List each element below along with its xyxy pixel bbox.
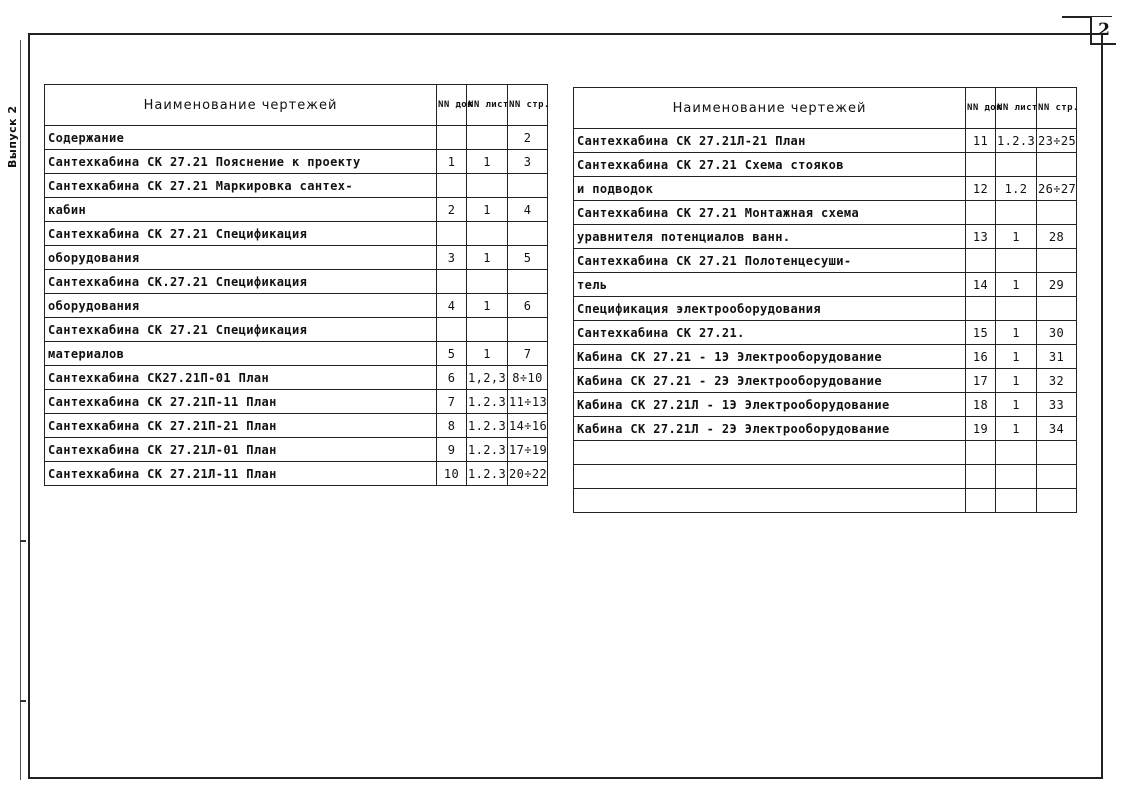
table-row <box>45 294 548 318</box>
table-row <box>574 153 1077 177</box>
doc-number-cell <box>966 441 996 465</box>
sheet-number-cell <box>467 174 508 198</box>
sheet-number-cell: 1 <box>996 393 1037 417</box>
drawing-name-cell: Сантехкабина СК 27.21П-21 План <box>45 414 437 438</box>
drawing-name-cell: Сантехкабина СК 27.21 Маркировка сантех- <box>45 174 437 198</box>
sheet-column-header: NN лист <box>996 88 1037 129</box>
sheet-number-cell <box>996 297 1037 321</box>
margin-tick <box>20 540 26 542</box>
drawing-name-cell <box>574 441 966 465</box>
doc-number-cell <box>437 174 467 198</box>
doc-number-cell: 1 <box>437 150 467 174</box>
doc-number-cell: 10 <box>437 462 467 486</box>
table-row <box>574 489 1077 513</box>
table-row <box>574 297 1077 321</box>
drawing-name-cell: оборудования <box>45 294 437 318</box>
page-number-cell: 23÷25 <box>1037 129 1077 153</box>
table-row <box>574 321 1077 345</box>
table-row <box>45 222 548 246</box>
table-row <box>574 393 1077 417</box>
table-row <box>45 342 548 366</box>
drawing-name-cell: Сантехкабина СК 27.21 Пояснение к проекту <box>45 150 437 174</box>
table-row <box>45 126 548 150</box>
sheet-column-header: NN лист <box>467 85 508 126</box>
page-number-cell: 6 <box>508 294 548 318</box>
sheet-number-cell <box>996 465 1037 489</box>
doc-number-cell: 14 <box>966 273 996 297</box>
page-number: 2 <box>1090 17 1116 45</box>
sheet-number-cell: 1 <box>467 150 508 174</box>
table-row <box>45 150 548 174</box>
page-number-cell <box>1037 465 1077 489</box>
sheet-number-cell: 1 <box>996 417 1037 441</box>
table-row <box>45 438 548 462</box>
page-number-cell: 7 <box>508 342 548 366</box>
sheet-number-cell: 1 <box>467 198 508 222</box>
drawing-name-cell <box>574 465 966 489</box>
page-number-cell <box>1037 297 1077 321</box>
drawing-name-cell: Содержание <box>45 126 437 150</box>
drawing-name-cell: и подводок <box>574 177 966 201</box>
sheet-number-cell <box>996 153 1037 177</box>
page-number-cell: 8÷10 <box>508 366 548 390</box>
drawing-name-cell: Сантехкабина СК 27.21 Схема стояков <box>574 153 966 177</box>
page-number-cell: 32 <box>1037 369 1077 393</box>
doc-column-header: NN док <box>966 88 996 129</box>
page-number-cell: 34 <box>1037 417 1077 441</box>
page-number-cell <box>1037 153 1077 177</box>
page-number-cell <box>1037 201 1077 225</box>
drawing-name-cell: Сантехкабина СК 27.21П-11 План <box>45 390 437 414</box>
doc-number-cell <box>966 489 996 513</box>
doc-number-cell: 12 <box>966 177 996 201</box>
page-number-cell: 20÷22 <box>508 462 548 486</box>
doc-number-cell: 2 <box>437 198 467 222</box>
doc-number-cell <box>966 153 996 177</box>
doc-number-cell: 5 <box>437 342 467 366</box>
sheet-number-cell <box>467 318 508 342</box>
drawing-name-cell: кабин <box>45 198 437 222</box>
left-table-body <box>45 126 548 486</box>
sheet-number-cell: 1 <box>467 246 508 270</box>
table-row <box>574 345 1077 369</box>
table-row <box>574 177 1077 201</box>
drawing-name-cell: Сантехкабина СК 27.21Л-11 План <box>45 462 437 486</box>
doc-number-cell: 16 <box>966 345 996 369</box>
table-row <box>45 390 548 414</box>
sheet-number-cell <box>467 126 508 150</box>
sheet-number-cell: 1 <box>996 321 1037 345</box>
page-number-cell <box>508 174 548 198</box>
sheet-number-cell: 1 <box>467 294 508 318</box>
drawing-name-cell: оборудования <box>45 246 437 270</box>
page-number-cell: 29 <box>1037 273 1077 297</box>
page-number-cell: 33 <box>1037 393 1077 417</box>
doc-number-cell <box>437 270 467 294</box>
drawing-name-cell: тель <box>574 273 966 297</box>
page-number-cell <box>1037 249 1077 273</box>
sheet-number-cell <box>996 489 1037 513</box>
sheet-number-cell: 1 <box>996 225 1037 249</box>
page-number-cell: 31 <box>1037 345 1077 369</box>
page-column-header: NN стр. <box>1037 88 1077 129</box>
name-column-header: Наименование чертежей <box>574 88 966 129</box>
doc-number-cell: 15 <box>966 321 996 345</box>
sheet-number-cell <box>467 270 508 294</box>
drawing-name-cell: Сантехкабина СК 27.21Л-01 План <box>45 438 437 462</box>
table-row <box>45 366 548 390</box>
sheet-number-cell <box>996 249 1037 273</box>
sheet-number-cell: 1 <box>996 273 1037 297</box>
sheet-number-cell: 1.2.3 <box>467 414 508 438</box>
drawing-name-cell: Сантехкабина СК 27.21 Спецификация <box>45 222 437 246</box>
table-row <box>574 273 1077 297</box>
table-header-row <box>45 85 548 126</box>
doc-number-cell: 19 <box>966 417 996 441</box>
doc-number-cell: 6 <box>437 366 467 390</box>
drawing-name-cell: Спецификация электрооборудования <box>574 297 966 321</box>
doc-number-cell <box>437 126 467 150</box>
table-row <box>574 249 1077 273</box>
page-number-cell: 14÷16 <box>508 414 548 438</box>
drawing-name-cell: Сантехкабина СК27.21П-01 План <box>45 366 437 390</box>
sheet-number-cell: 1.2.3 <box>467 462 508 486</box>
table-row <box>574 129 1077 153</box>
doc-number-cell <box>966 297 996 321</box>
drawing-name-cell: Кабина СК 27.21Л - 2Э Электрооборудование <box>574 417 966 441</box>
page-number-cell: 30 <box>1037 321 1077 345</box>
page-number-cell <box>1037 489 1077 513</box>
table-row <box>574 369 1077 393</box>
page-column-header: NN стр. <box>508 85 548 126</box>
page-number-cell <box>508 270 548 294</box>
drawing-name-cell: материалов <box>45 342 437 366</box>
drawing-name-cell: Сантехкабина СК 27.21Л-21 План <box>574 129 966 153</box>
table-row <box>45 174 548 198</box>
right-table-body <box>574 129 1077 513</box>
doc-number-cell <box>966 249 996 273</box>
drawing-name-cell: Сантехкабина СК.27.21 Спецификация <box>45 270 437 294</box>
sheet-number-cell: 1 <box>996 345 1037 369</box>
contents-table-right <box>573 87 1077 513</box>
doc-number-cell <box>966 201 996 225</box>
sheet-number-cell: 1.2.3 <box>996 129 1037 153</box>
drawing-name-cell: Сантехкабина СК 27.21. <box>574 321 966 345</box>
table-row <box>45 246 548 270</box>
sheet-number-cell: 1.2 <box>996 177 1037 201</box>
table-row <box>45 318 548 342</box>
doc-number-cell <box>437 318 467 342</box>
page-number-cell: 28 <box>1037 225 1077 249</box>
page-number-cell: 11÷13 <box>508 390 548 414</box>
doc-number-cell: 17 <box>966 369 996 393</box>
page-number-cell: 3 <box>508 150 548 174</box>
sheet-number-cell: 1,2,3 <box>467 366 508 390</box>
contents-table-left <box>44 84 548 486</box>
doc-number-cell: 18 <box>966 393 996 417</box>
page-number-cell: 26÷27 <box>1037 177 1077 201</box>
drawing-name-cell: Кабина СК 27.21 - 1Э Электрооборудование <box>574 345 966 369</box>
page-number-cell <box>508 222 548 246</box>
page-number-cell: 5 <box>508 246 548 270</box>
sheet-number-cell <box>467 222 508 246</box>
doc-number-cell: 7 <box>437 390 467 414</box>
margin-label: Выпуск 2 <box>6 105 19 168</box>
doc-number-cell <box>437 222 467 246</box>
doc-number-cell: 13 <box>966 225 996 249</box>
doc-number-cell: 8 <box>437 414 467 438</box>
table-row <box>45 198 548 222</box>
doc-number-cell: 9 <box>437 438 467 462</box>
page-number-cell <box>1037 441 1077 465</box>
table-row <box>574 225 1077 249</box>
page-number-cell: 2 <box>508 126 548 150</box>
doc-number-cell: 4 <box>437 294 467 318</box>
drawing-name-cell: Сантехкабина СК 27.21 Монтажная схема <box>574 201 966 225</box>
margin-tick <box>20 700 26 702</box>
sheet-number-cell: 1 <box>996 369 1037 393</box>
table-row <box>574 417 1077 441</box>
doc-number-cell: 3 <box>437 246 467 270</box>
name-column-header: Наименование чертежей <box>45 85 437 126</box>
sheet-number-cell <box>996 441 1037 465</box>
table-row <box>45 270 548 294</box>
doc-number-cell: 11 <box>966 129 996 153</box>
doc-number-cell <box>966 465 996 489</box>
table-header-row <box>574 88 1077 129</box>
table-row <box>574 465 1077 489</box>
drawing-name-cell: уравнителя потенциалов ванн. <box>574 225 966 249</box>
drawing-name-cell: Сантехкабина СК 27.21 Спецификация <box>45 318 437 342</box>
drawing-name-cell <box>574 489 966 513</box>
sheet-number-cell: 1.2.3 <box>467 438 508 462</box>
sheet-number-cell <box>996 201 1037 225</box>
page-number-cell: 4 <box>508 198 548 222</box>
table-row <box>574 201 1077 225</box>
drawing-name-cell: Кабина СК 27.21Л - 1Э Электрооборудование <box>574 393 966 417</box>
table-row <box>45 414 548 438</box>
drawing-name-cell: Сантехкабина СК 27.21 Полотенцесуши- <box>574 249 966 273</box>
sheet-number-cell: 1.2.3 <box>467 390 508 414</box>
table-row <box>574 441 1077 465</box>
page-number-cell: 17÷19 <box>508 438 548 462</box>
doc-column-header: NN док <box>437 85 467 126</box>
page-number-cell <box>508 318 548 342</box>
drawing-name-cell: Кабина СК 27.21 - 2Э Электрооборудование <box>574 369 966 393</box>
sheet-number-cell: 1 <box>467 342 508 366</box>
table-row <box>45 462 548 486</box>
